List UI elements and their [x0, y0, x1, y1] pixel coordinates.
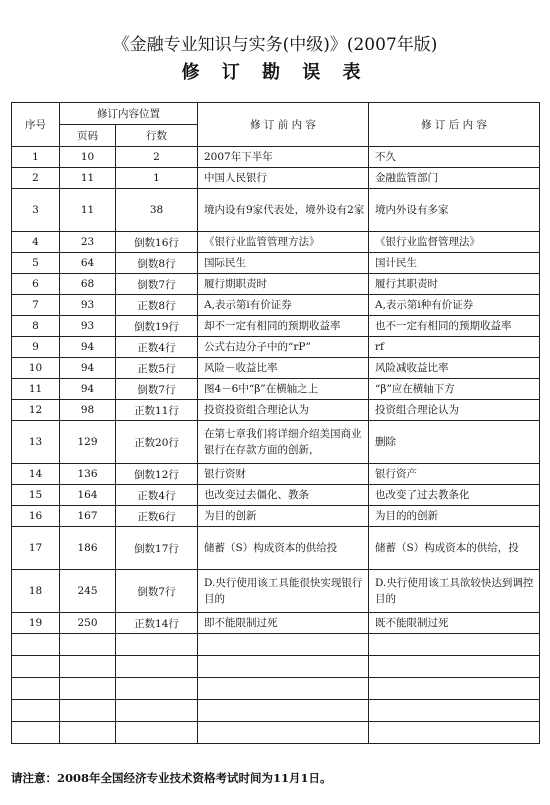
- header-page: 页码: [60, 125, 116, 147]
- cell-page: 94: [60, 379, 116, 400]
- cell-after: 删除: [369, 421, 540, 464]
- cell-line: 倒数19行: [116, 316, 198, 337]
- table-row: [12, 464, 540, 485]
- cell-before: 银行资财: [198, 464, 369, 485]
- cell-no: 12: [12, 400, 60, 421]
- empty-cell: [116, 634, 198, 656]
- cell-no: 17: [12, 527, 60, 570]
- cell-line: 正数11行: [116, 400, 198, 421]
- cell-before: 风险－收益比率: [198, 358, 369, 379]
- cell-page: 93: [60, 295, 116, 316]
- cell-line: 倒数16行: [116, 232, 198, 253]
- cell-no: 9: [12, 337, 60, 358]
- table-row: [12, 295, 540, 316]
- document-title: 《金融专业知识与实务(中级)》(2007年版): [112, 35, 438, 55]
- cell-after: 境内外设有多家: [369, 189, 540, 232]
- cell-before: 为目的创新: [198, 506, 369, 527]
- cell-before: 也改变过去僵化、教条: [198, 485, 369, 506]
- empty-cell: [369, 678, 540, 700]
- empty-cell: [116, 656, 198, 678]
- empty-cell: [369, 634, 540, 656]
- cell-no: 3: [12, 189, 60, 232]
- empty-cell: [116, 700, 198, 722]
- cell-line: 倒数12行: [116, 464, 198, 485]
- cell-page: 129: [60, 421, 116, 464]
- cell-after: A,表示第i种有价证券: [369, 295, 540, 316]
- table-row: [12, 613, 540, 634]
- empty-cell: [12, 656, 60, 678]
- cell-no: 16: [12, 506, 60, 527]
- cell-before: 储蓄（S）构成资本的供给投: [198, 527, 369, 570]
- cell-after: 为目的的创新: [369, 506, 540, 527]
- cell-after: 也不一定有相同的预期收益率: [369, 316, 540, 337]
- cell-no: 18: [12, 570, 60, 613]
- errata-table: [11, 102, 540, 744]
- cell-before: 境内设有9家代表处，境外设有2家: [198, 189, 369, 232]
- cell-no: 2: [12, 168, 60, 189]
- empty-cell: [369, 656, 540, 678]
- empty-cell: [60, 634, 116, 656]
- cell-after: 储蓄（S）构成资本的供给，投: [369, 527, 540, 570]
- cell-no: 10: [12, 358, 60, 379]
- cell-after: 不久: [369, 147, 540, 168]
- document-subtitle: 修 订 勘 误 表: [181, 62, 369, 83]
- cell-line: 正数4行: [116, 485, 198, 506]
- empty-row: [12, 678, 540, 700]
- cell-after: 风险减收益比率: [369, 358, 540, 379]
- cell-before: 中国人民银行: [198, 168, 369, 189]
- header-line: 行数: [116, 125, 198, 147]
- cell-line: 正数20行: [116, 421, 198, 464]
- cell-line: 倒数17行: [116, 527, 198, 570]
- empty-cell: [12, 722, 60, 744]
- cell-before: 《银行业监管管理方法》: [198, 232, 369, 253]
- table-row: [12, 168, 540, 189]
- table-row: [12, 337, 540, 358]
- cell-page: 94: [60, 358, 116, 379]
- empty-cell: [60, 656, 116, 678]
- cell-line: 倒数7行: [116, 274, 198, 295]
- empty-row: [12, 634, 540, 656]
- cell-no: 7: [12, 295, 60, 316]
- cell-page: 10: [60, 147, 116, 168]
- cell-before: 图4－6中“β”在横轴之上: [198, 379, 369, 400]
- empty-cell: [369, 700, 540, 722]
- cell-after: 投资组合理论认为: [369, 400, 540, 421]
- cell-line: 倒数7行: [116, 570, 198, 613]
- cell-no: 8: [12, 316, 60, 337]
- cell-page: 94: [60, 337, 116, 358]
- cell-line: 正数4行: [116, 337, 198, 358]
- header-no: 序号: [12, 103, 60, 147]
- cell-line: 正数14行: [116, 613, 198, 634]
- cell-after: 履行其职责时: [369, 274, 540, 295]
- cell-before: 投资投资组合理论认为: [198, 400, 369, 421]
- table-row: [12, 506, 540, 527]
- cell-line: 2: [116, 147, 198, 168]
- cell-before: 在第七章我们将详细介绍美国商业银行在存款方面的创新，: [198, 421, 369, 464]
- cell-after: 也改变了过去教条化: [369, 485, 540, 506]
- cell-page: 245: [60, 570, 116, 613]
- table-row: [12, 400, 540, 421]
- cell-line: 1: [116, 168, 198, 189]
- cell-after: 既不能限制过死: [369, 613, 540, 634]
- cell-no: 6: [12, 274, 60, 295]
- cell-before: 履行期职责时: [198, 274, 369, 295]
- cell-page: 68: [60, 274, 116, 295]
- empty-cell: [12, 678, 60, 700]
- cell-no: 1: [12, 147, 60, 168]
- cell-before: 2007年下半年: [198, 147, 369, 168]
- cell-line: 倒数7行: [116, 379, 198, 400]
- empty-cell: [198, 722, 369, 744]
- cell-no: 11: [12, 379, 60, 400]
- cell-page: 164: [60, 485, 116, 506]
- empty-cell: [116, 678, 198, 700]
- table-row: [12, 421, 540, 464]
- table-row: [12, 147, 540, 168]
- header-after: 修 订 后 内 容: [369, 103, 540, 147]
- empty-cell: [198, 678, 369, 700]
- cell-no: 13: [12, 421, 60, 464]
- cell-after: 《银行业监督管理法》: [369, 232, 540, 253]
- cell-page: 11: [60, 168, 116, 189]
- cell-after: D.央行使用该工具欲较快达到调控目的: [369, 570, 540, 613]
- cell-line: 正数8行: [116, 295, 198, 316]
- empty-row: [12, 700, 540, 722]
- cell-line: 正数5行: [116, 358, 198, 379]
- footnote: 请注意：2008年全国经济专业技术资格考试时间为11月1日。: [11, 771, 332, 785]
- cell-after: 金融监管部门: [369, 168, 540, 189]
- empty-cell: [60, 678, 116, 700]
- empty-cell: [198, 634, 369, 656]
- cell-after: rf: [369, 337, 540, 358]
- header-position: 修订内容位置: [60, 103, 198, 125]
- table-row: [12, 232, 540, 253]
- empty-cell: [60, 700, 116, 722]
- empty-cell: [12, 700, 60, 722]
- cell-page: 64: [60, 253, 116, 274]
- table-row: [12, 485, 540, 506]
- cell-no: 5: [12, 253, 60, 274]
- table-row: [12, 527, 540, 570]
- cell-no: 15: [12, 485, 60, 506]
- cell-before: A,表示第i有价证券: [198, 295, 369, 316]
- errata-rows: [12, 147, 540, 744]
- cell-page: 186: [60, 527, 116, 570]
- table-row: [12, 274, 540, 295]
- cell-page: 93: [60, 316, 116, 337]
- cell-no: 14: [12, 464, 60, 485]
- empty-cell: [198, 700, 369, 722]
- header-before: 修 订 前 内 容: [198, 103, 369, 147]
- cell-no: 19: [12, 613, 60, 634]
- empty-cell: [116, 722, 198, 744]
- cell-after: “β”应在横轴下方: [369, 379, 540, 400]
- cell-page: 167: [60, 506, 116, 527]
- empty-row: [12, 656, 540, 678]
- table-row: [12, 316, 540, 337]
- cell-line: 正数6行: [116, 506, 198, 527]
- empty-row: [12, 722, 540, 744]
- cell-before: 公式右边分子中的“rP”: [198, 337, 369, 358]
- cell-before: 却不一定有相同的预期收益率: [198, 316, 369, 337]
- cell-after: 银行资产: [369, 464, 540, 485]
- cell-line: 38: [116, 189, 198, 232]
- cell-page: 136: [60, 464, 116, 485]
- empty-cell: [198, 656, 369, 678]
- cell-after: 国计民生: [369, 253, 540, 274]
- cell-page: 250: [60, 613, 116, 634]
- empty-cell: [369, 722, 540, 744]
- table-row: [12, 570, 540, 613]
- empty-cell: [60, 722, 116, 744]
- cell-page: 23: [60, 232, 116, 253]
- cell-before: 国际民生: [198, 253, 369, 274]
- table-row: [12, 358, 540, 379]
- cell-page: 98: [60, 400, 116, 421]
- table-row: [12, 379, 540, 400]
- cell-before: D.央行使用该工具能很快实现银行目的: [198, 570, 369, 613]
- cell-before: 即不能限制过死: [198, 613, 369, 634]
- cell-line: 倒数8行: [116, 253, 198, 274]
- cell-no: 4: [12, 232, 60, 253]
- empty-cell: [12, 634, 60, 656]
- cell-page: 11: [60, 189, 116, 232]
- table-row: [12, 253, 540, 274]
- table-row: [12, 189, 540, 232]
